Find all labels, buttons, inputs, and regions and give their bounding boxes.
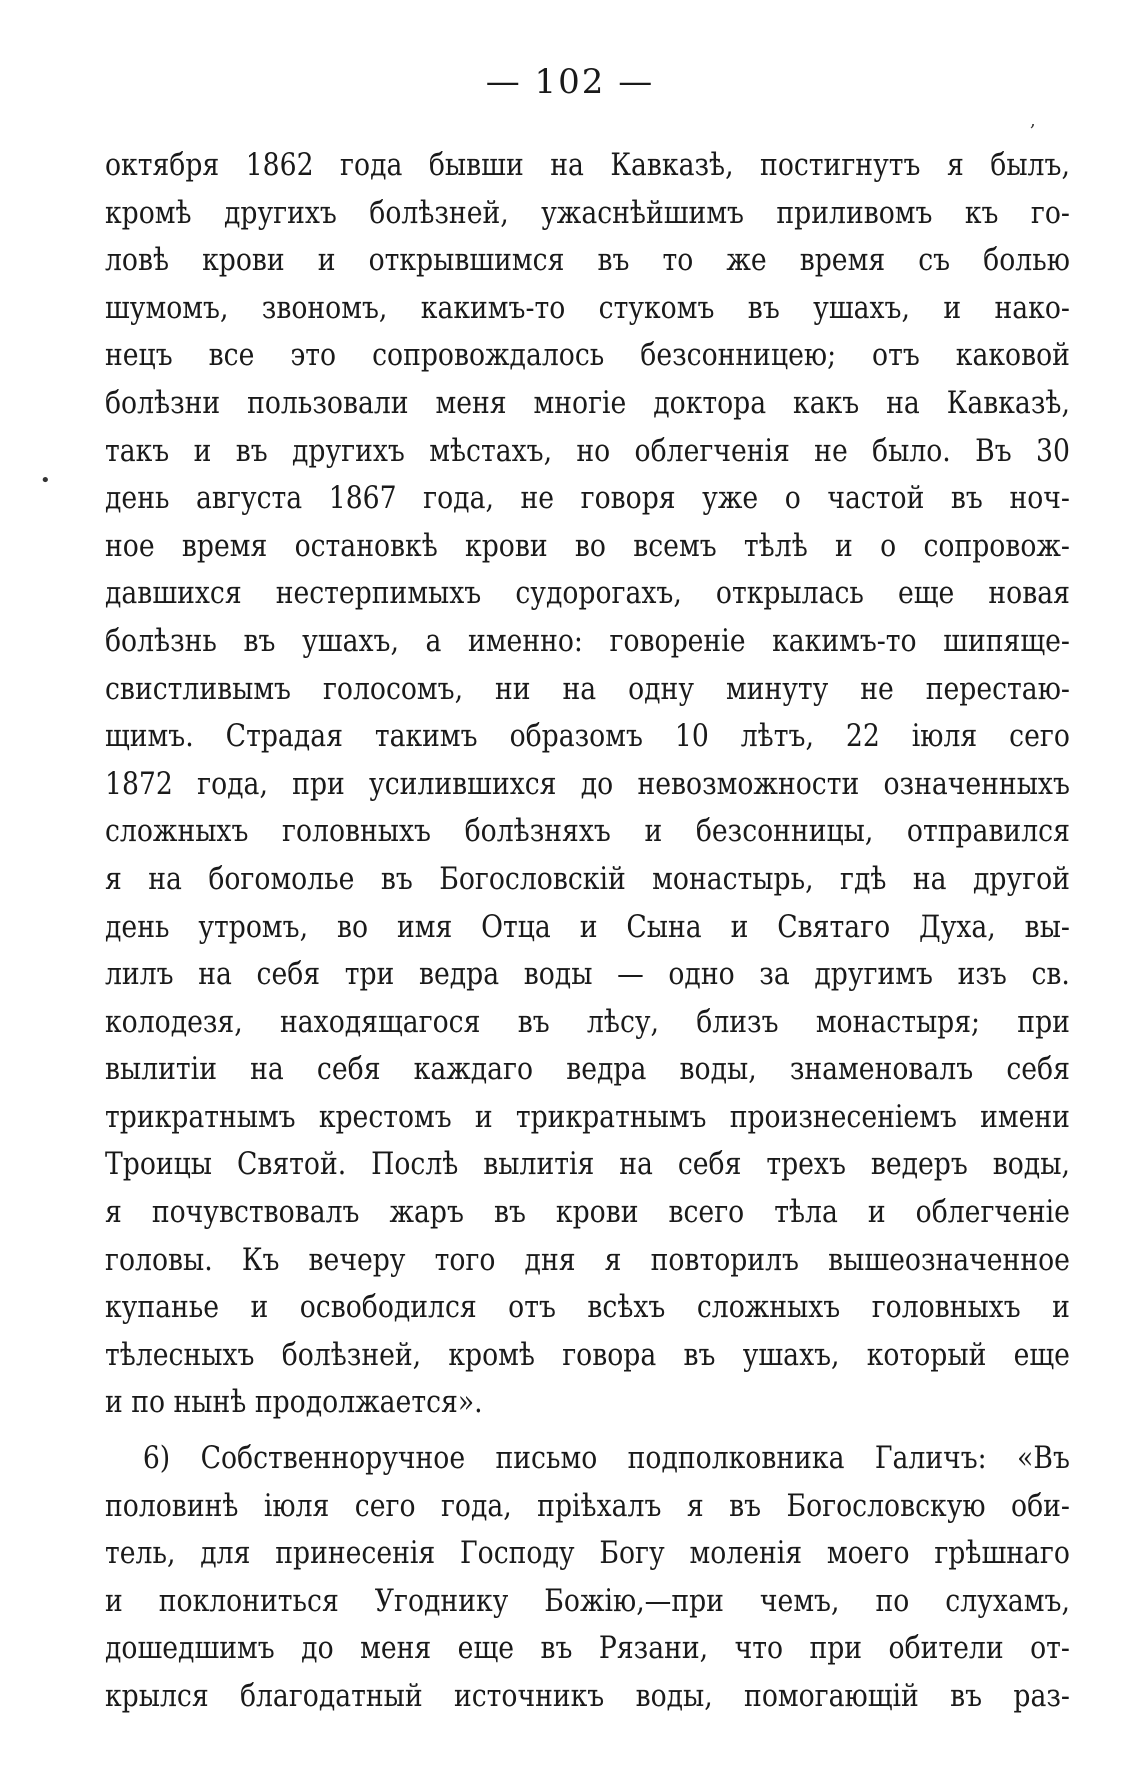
text-line: тель, для принесенія Господу Богу моленія моего грѣшнаго	[105, 1535, 1070, 1572]
text-line: нецъ все это сопровождалось безсонницею; отъ каковой	[105, 337, 1070, 374]
text-line: болѣзни пользовали меня многіе доктора какъ на Кавказѣ,	[105, 384, 1070, 421]
text-line: день утромъ, во имя Отца и Сына и Святаго Духа, вы-	[105, 908, 1070, 945]
text-line: давшихся нестерпимыхъ судорогахъ, открылась еще новая	[105, 575, 1070, 612]
text-line: вылитіи на себя каждаго ведра воды, знаменовалъ себя	[105, 1051, 1070, 1088]
text-line: болѣзнь въ ушахъ, а именно: говореніе какимъ-то шипяще-	[105, 622, 1070, 659]
text-line: я на богомолье въ Богословскій монастырь, гдѣ на другой	[105, 860, 1070, 897]
body-text	[105, 142, 1070, 1721]
text-line: крылся благодатный источникъ воды, помогающій въ раз-	[105, 1678, 1070, 1714]
paragraph-1	[105, 142, 1070, 1427]
text-line: трикратнымъ крестомъ и трикратнымъ произнесеніемъ имени	[105, 1098, 1070, 1135]
text-line: свистливымъ голосомъ, ни на одну минуту не перестаю-	[105, 670, 1070, 707]
text-line: Троицы Святой. Послѣ вылитія на себя трехъ ведеръ воды,	[105, 1146, 1070, 1183]
text-line: головы. Къ вечеру того дня я повторилъ вышеозначенное	[105, 1241, 1070, 1278]
text-line: купанье и освободился отъ всѣхъ сложныхъ головныхъ и	[105, 1289, 1070, 1326]
text-line: и по нынѣ продолжается».	[105, 1384, 483, 1421]
text-line: 1872 года, при усилившихся до невозможности означенныхъ	[105, 765, 1070, 802]
text-line: такъ и въ другихъ мѣстахъ, но облегченія не было. Въ 30	[105, 432, 1070, 469]
text-line: дошедшимъ до меня еще въ Рязани, что при обители от-	[105, 1630, 1070, 1667]
text-line: лилъ на себя три ведра воды — одно за другимъ изъ св.	[105, 956, 1070, 993]
print-speck: •	[40, 470, 51, 491]
text-line: день августа 1867 года, не говоря уже о частой въ ноч-	[105, 480, 1070, 517]
text-line: шумомъ, звономъ, какимъ-то стукомъ въ ушахъ, и нако-	[105, 289, 1070, 326]
page-number: — 102 —	[485, 62, 655, 102]
print-speck: ,	[1030, 110, 1036, 131]
text-line: колодезя, находящагося въ лѣсу, близъ монастыря; при	[105, 1003, 1070, 1040]
text-line: октября 1862 года бывши на Кавказѣ, постигнутъ я былъ,	[105, 147, 1070, 183]
text-line: ное время остановкѣ крови во всемъ тѣлѣ и о сопровож-	[105, 527, 1070, 564]
text-line: я почувствовалъ жаръ въ крови всего тѣла и облегченіе	[105, 1194, 1070, 1231]
text-line: щимъ. Страдая такимъ образомъ 10 лѣтъ, 22 іюля сего	[105, 718, 1070, 755]
text-line: тѣлесныхъ болѣзней, кромѣ говора въ ушахъ, который еще	[105, 1336, 1070, 1373]
paragraph-2	[105, 1435, 1070, 1721]
text-line: и поклониться Угоднику Божію,—при чемъ, по слухамъ,	[105, 1582, 1070, 1619]
text-line: 6) Собственноручное письмо подполковника Галичъ: «Въ	[142, 1440, 1070, 1477]
paragraph-gap	[105, 1427, 1070, 1435]
text-line: ловѣ крови и открывшимся въ то же время съ болью	[105, 242, 1070, 279]
text-line: половинѣ іюля сего года, пріѣхалъ я въ Богословскую оби-	[105, 1487, 1070, 1524]
text-line: сложныхъ головныхъ болѣзняхъ и безсонницы, отправился	[105, 813, 1070, 850]
text-line: кромѣ другихъ болѣзней, ужаснѣйшимъ приливомъ къ го-	[105, 194, 1070, 231]
